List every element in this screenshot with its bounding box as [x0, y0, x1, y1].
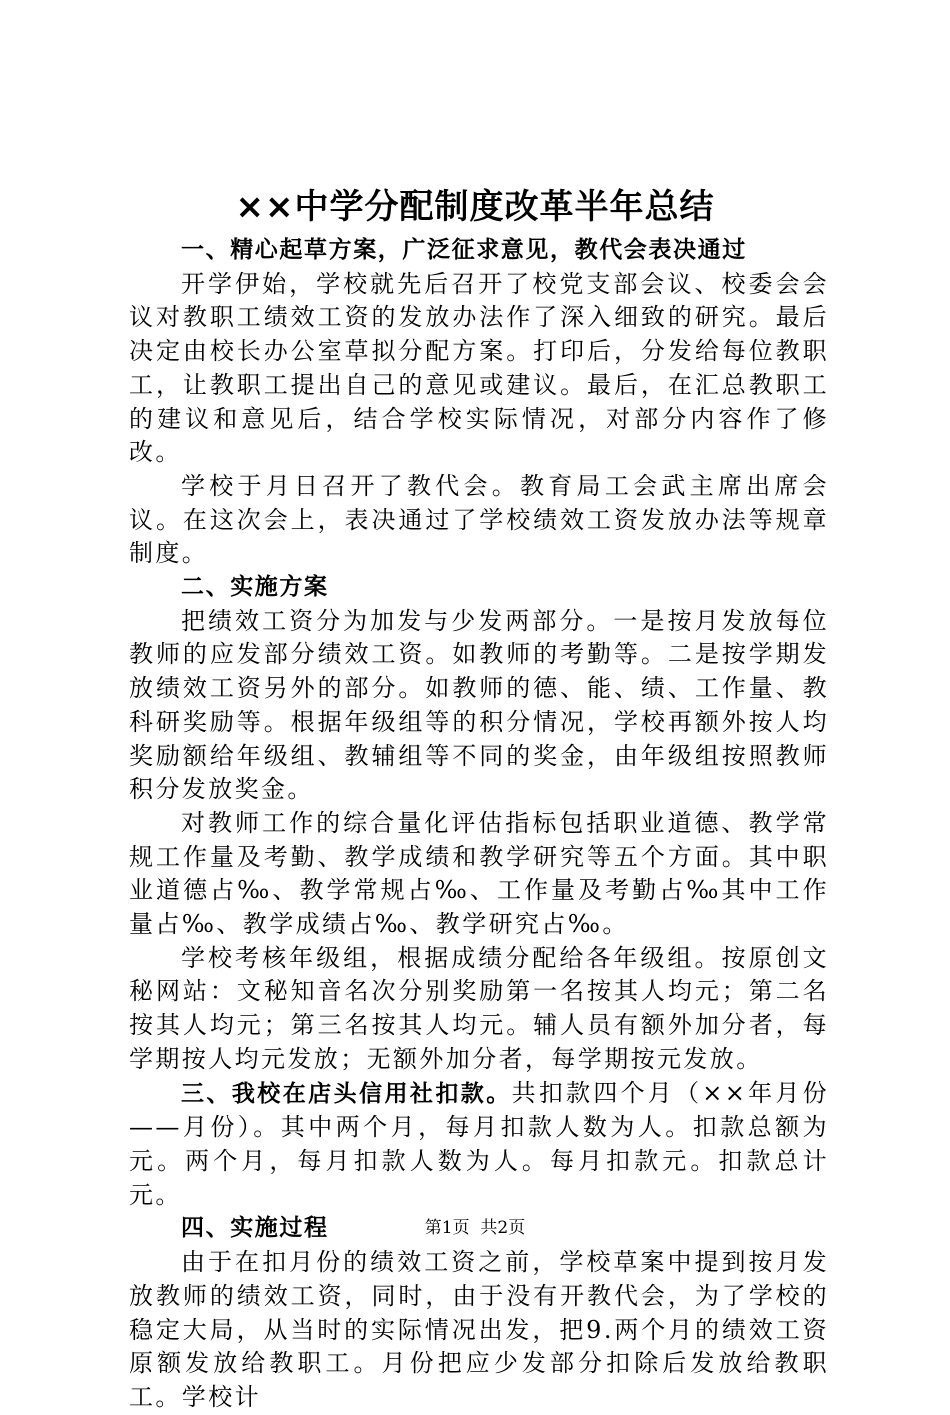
section-3-text: 共扣款四个月（××年月份——月份）。其中两个月，每月扣款人数为人。扣款总额为元。两个月，每月扣款人数为人。每月扣款元。扣款总计元。 [129, 1078, 829, 1209]
paragraph-2: 学校于月日召开了教代会。教育局工会武主席出席会议。在这次会上，表决通过了学校绩效工资发放办法等规章制度。 [129, 471, 829, 568]
paragraph-section-3 [129, 1077, 829, 1213]
document-title: ××中学分配制度改革半年总结 [235, 187, 715, 227]
paragraph-1: 开学伊始，学校就先后召开了校党支部会议、校委会会议对教职工绩效工资的发放办法作了深入细致的研究。最后决定由校长办公室草拟分配方案。打印后，分发给每位教职工，让教职工提出自己的意见或建议。最后，在汇总教职工的建议和意见后，结合学校实际情况，对部分内容作了修改。 [129, 269, 829, 467]
paragraph-4: 对教师工作的综合量化评估指标包括职业道德、教学常规工作量及考勤、教学成绩和教学研究等五个方面。其中职业道德占‰、教学常规占‰、工作量及考勤占‰其中工作量占‰、教学成绩占‰、教学研究占‰。 [129, 808, 829, 939]
section-heading-4: 四、实施过程 [181, 1215, 329, 1242]
paragraph-5: 学校考核年级组，根据成绩分配给各年级组。按原创文秘网站：文秘知音名次分别奖励第一名按其人均元；第二名按其人均元；第三名按其人均元。辅人员有额外加分者，每学期按人均元发放；无额外加分者，每学期按元发放。 [129, 943, 829, 1073]
paragraph-3: 把绩效工资分为加发与少发两部分。一是按月发放每位教师的应发部分绩效工资。如教师的考勤等。二是按学期发放绩效工资另外的部分。如教师的德、能、绩、工作量、教科研奖励等。根据年级组等的积分情况，学校再额外按人均奖励额给年级组、教辅组等不同的奖金，由年级组按照教师积分发放奖金。 [129, 606, 829, 804]
page-footer: 第1页 共2页 [424, 1218, 526, 1238]
section-heading-1: 一、精心起草方案，广泛征求意见，教代会表决通过 [181, 237, 747, 263]
section-heading-3-inline: 三、我校在店头信用社扣款。 [181, 1080, 512, 1107]
paragraph-6: 由于在扣月份的绩效工资之前，学校草案中提到按月发放教师的绩效工资，同时，由于没有开教代会，为了学校的稳定大局，从当时的实际情况出发，把9.两个月的绩效工资原额发放给教职工。月份把应少发部分扣除后发放给教职工。学校计 [129, 1248, 829, 1411]
section-heading-2: 二、实施方案 [181, 574, 329, 601]
